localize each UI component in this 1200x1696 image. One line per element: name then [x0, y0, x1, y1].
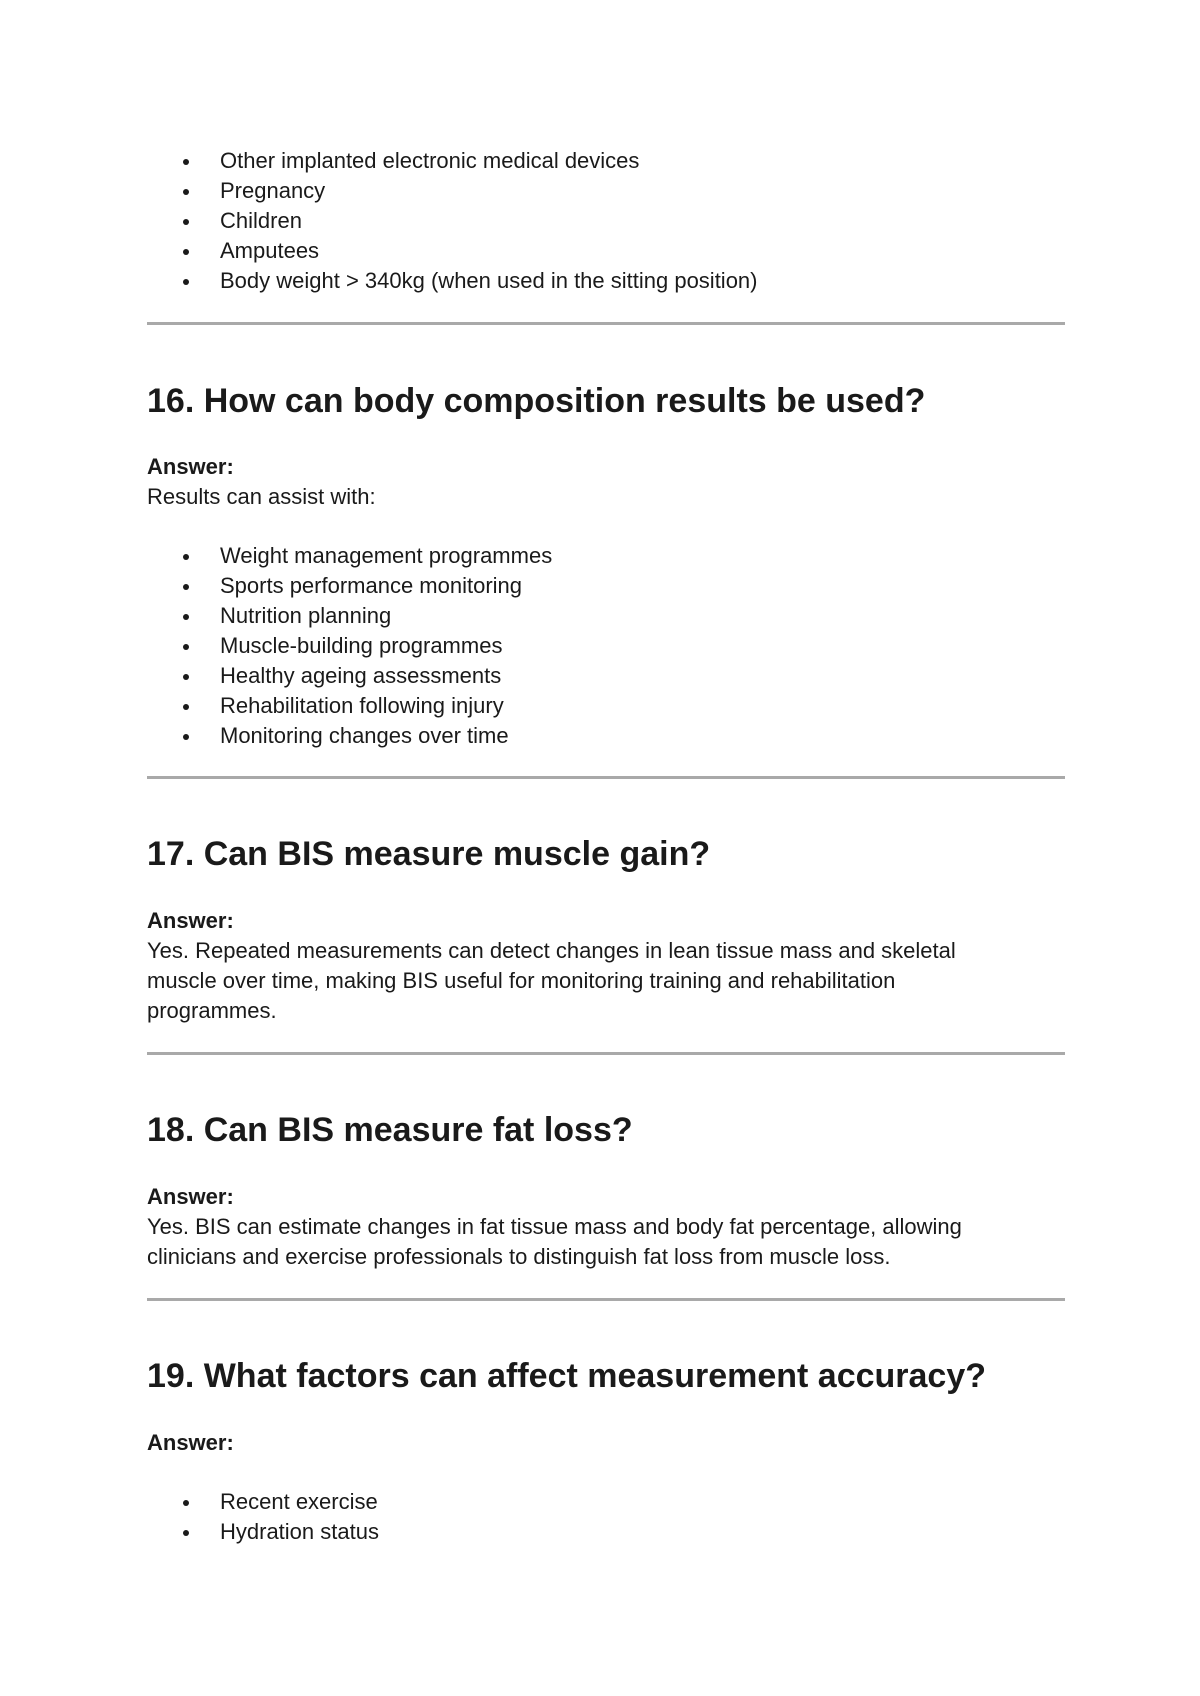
answer-line: Yes. Repeated measurements can detect changes in lean tissue mass and skeletal: [147, 938, 956, 963]
list-item: Weight management programmes: [147, 541, 552, 571]
question-19-heading: 19. What factors can affect measurement accuracy?: [147, 1357, 987, 1395]
uses-list: [147, 541, 552, 751]
answer-label: Answer:: [147, 454, 234, 479]
answer-paragraph: [147, 1212, 962, 1272]
section-divider: [147, 1298, 1065, 1301]
bullet-icon: [183, 554, 189, 560]
answer-line: programmes.: [147, 998, 277, 1023]
list-item: Rehabilitation following injury: [147, 691, 552, 721]
list-item: Healthy ageing assessments: [147, 661, 552, 691]
bullet-icon: [183, 159, 189, 165]
answer-line: muscle over time, making BIS useful for monitoring training and rehabilitation: [147, 968, 896, 993]
section-divider: [147, 776, 1065, 779]
list-item: Recent exercise: [147, 1487, 379, 1517]
answer-paragraph: [147, 936, 956, 1026]
list-item: Children: [147, 206, 758, 236]
bullet-icon: [183, 249, 189, 255]
section-divider: [147, 322, 1065, 325]
answer-intro: Results can assist with:: [147, 484, 376, 509]
list-item: Other implanted electronic medical devices: [147, 146, 758, 176]
list-item: Monitoring changes over time: [147, 721, 552, 751]
bullet-icon: [183, 1500, 189, 1506]
question-17-heading: 17. Can BIS measure muscle gain?: [147, 835, 711, 873]
bullet-icon: [183, 189, 189, 195]
list-item: Muscle-building programmes: [147, 631, 552, 661]
accuracy-factors-list: [147, 1487, 379, 1547]
question-18-heading: 18. Can BIS measure fat loss?: [147, 1111, 633, 1149]
bullet-icon: [183, 704, 189, 710]
list-item: Body weight > 340kg (when used in the sitting position): [147, 266, 758, 296]
list-item: Nutrition planning: [147, 601, 552, 631]
answer-line: Yes. BIS can estimate changes in fat tissue mass and body fat percentage, allowing: [147, 1214, 962, 1239]
contraindications-list: [147, 146, 758, 296]
bullet-icon: [183, 614, 189, 620]
bullet-icon: [183, 644, 189, 650]
bullet-icon: [183, 674, 189, 680]
answer-line: clinicians and exercise professionals to distinguish fat loss from muscle loss.: [147, 1244, 891, 1269]
answer-label: Answer:: [147, 908, 234, 933]
list-item: Hydration status: [147, 1517, 379, 1547]
bullet-icon: [183, 734, 189, 740]
list-item: Pregnancy: [147, 176, 758, 206]
section-divider: [147, 1052, 1065, 1055]
question-16-heading: 16. How can body composition results be used?: [147, 382, 926, 420]
bullet-icon: [183, 219, 189, 225]
answer-label: Answer:: [147, 1430, 234, 1455]
list-item: Amputees: [147, 236, 758, 266]
bullet-icon: [183, 584, 189, 590]
list-item: Sports performance monitoring: [147, 571, 552, 601]
bullet-icon: [183, 279, 189, 285]
answer-label: Answer:: [147, 1184, 234, 1209]
bullet-icon: [183, 1530, 189, 1536]
